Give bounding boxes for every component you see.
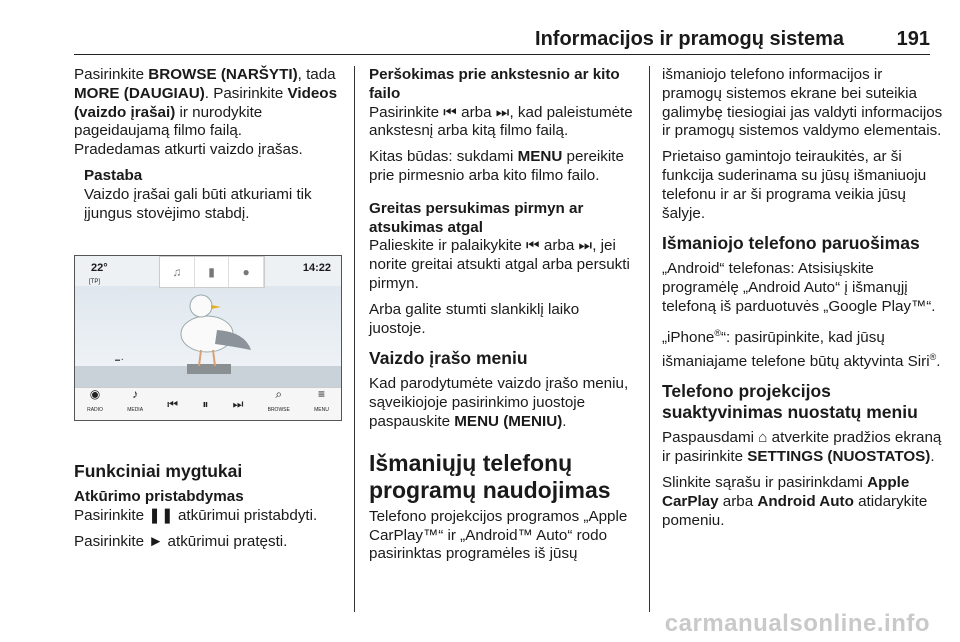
skip-back-icon: ⏮ (526, 237, 540, 255)
paragraph: Telefono projekcijos programos „Apple CarPlay™“ ir „Android™ Auto“ rodo pasirinktas programėles iš jūsų (369, 507, 628, 563)
tp-indicator: [TP] (89, 279, 101, 286)
phone-tile-icon[interactable]: ▮ (195, 257, 230, 287)
time-slider[interactable]: ▬ ▪ (115, 357, 124, 364)
infotainment-screenshot (74, 255, 342, 421)
note-box (84, 167, 340, 223)
paragraph: išmaniojo telefono informacijos ir pramogų sistemos ekrane bei suteikia galimybę tiesiogiai jas valdyti informacijos ir pramogų sistemos valdymo elementais. (662, 66, 943, 140)
next-button[interactable] (233, 398, 244, 411)
clock: 14:22 (302, 262, 331, 275)
paragraph: Palieskite ir palaikykite ⏮ arba ⏭, jei norite greitai atsukti atgal arba persukti pirmyn. (369, 237, 630, 292)
globe-tile-icon[interactable]: ● (229, 257, 264, 287)
app-tiles (159, 256, 265, 288)
paragraph: Kad parodytumėte vaizdo įrašo meniu, sąveikiojoje pasirinkimo juostoje paspauskite MENU (MENIU). (369, 375, 629, 430)
section-heading: Vaizdo įrašo meniu (369, 348, 528, 369)
paragraph: Pradedamas atkurti vaizdo įrašas. (74, 141, 303, 159)
paragraph: Kitas būdas: sukdami MENU pereikite prie pirmesnio arba kito filmo failo. (369, 148, 624, 184)
menu-icon: ≡ (317, 387, 325, 402)
pause-icon: ❚❚ (148, 507, 174, 525)
page-header (74, 26, 930, 55)
skip-back-icon: ⏮ (443, 103, 457, 121)
section-heading: Išmaniojo telefono paruošimas (662, 233, 920, 254)
column-2 (369, 66, 637, 571)
pause-button[interactable] (202, 398, 208, 411)
paragraph: Paspausdami ⌂ atverkite pradžios ekraną ir pasirinkite SETTINGS (NUOSTATOS). (662, 429, 942, 466)
seagull-image (75, 286, 341, 388)
radio-icon: ◉ (89, 387, 101, 402)
column-1 (74, 66, 340, 559)
subsection-heading: Peršokimas prie ankstesnio ar kito failo (369, 66, 620, 102)
media-button[interactable]: ♪ MEDIA (127, 387, 144, 414)
play-icon: ► (148, 532, 164, 550)
paragraph: Arba galite stumti slankiklį laiko juostoje. (369, 300, 580, 337)
paragraph: Pasirinkite ► atkūrimui pratęsti. (74, 532, 288, 550)
chapter-heading: Išmaniųjų telefonų programų naudojimas (369, 449, 611, 503)
paragraph: Pasirinkite ❚❚ atkūrimui pristabdyti. (74, 507, 318, 525)
paragraph: Slinkite sąrašu ir pasirinkdami Apple CarPlay arba Android Auto atidarykite pomeniu. (662, 474, 928, 529)
paragraph: „iPhone®“: pasirūpinkite, kad jūsų išmaniajame telefone būtų aktyvinta Siri®. (662, 327, 941, 370)
radio-button[interactable]: ◉ RADIO (87, 387, 103, 414)
paragraph: Pasirinkite BROWSE (NARŠYTI), tada MORE (DAUGIAU). Pasirinkite Videos (vaizdo įrašai) ir nurodykite pageidaujamą filmo failą. (74, 66, 338, 140)
watermark: carmanualsonline.info (664, 610, 930, 637)
subsection-heading: Atkūrimo pristabdymas (74, 488, 244, 506)
pause-icon: ⏸ (202, 396, 209, 411)
skip-forward-icon: ⏭ (578, 237, 593, 255)
skip-back-icon: ⏮ (167, 396, 179, 411)
page-number: 191 (896, 28, 930, 50)
skip-forward-icon: ⏭ (232, 396, 244, 411)
music-note-icon: ♪ (132, 387, 139, 402)
music-tile-icon[interactable]: ♫ (160, 257, 195, 287)
skip-forward-icon: ⏭ (495, 103, 510, 121)
video-frame (75, 286, 341, 388)
note-text: Vaizdo įrašai gali būti atkuriami tik įjungus stovėjimo stabdį. (84, 185, 312, 222)
column-divider (354, 66, 355, 612)
note-title: Pastaba (84, 166, 143, 184)
previous-button[interactable] (167, 398, 178, 411)
home-icon: ⌂ (758, 429, 768, 447)
column-3 (662, 66, 944, 537)
section-heading: Telefono projekcijos suaktyvinimas nuostatų meniu (662, 381, 918, 423)
column-divider (649, 66, 650, 612)
temperature: 22° (91, 262, 108, 275)
paragraph: Pasirinkite ⏮ arba ⏭, kad paleistumėte ankstesnį arba kitą filmo failą. (369, 103, 633, 140)
menu-button[interactable]: ≡ MENU (314, 387, 329, 414)
browse-button[interactable]: ⌕ BROWSE (267, 387, 290, 414)
control-bar (75, 387, 341, 420)
search-icon: ⌕ (275, 387, 283, 402)
page-title: Informacijos ir pramogų sistema (535, 28, 844, 50)
paragraph: Prietaiso gamintojo teiraukitės, ar ši funkcija suderinama su jūsų išmaniuoju telefonu ir ar ši programa veikia jūsų šalyje. (662, 148, 927, 222)
subsection-heading: Greitas persukimas pirmyn ar atsukimas atgal (369, 199, 584, 236)
paragraph: „Android“ telefonas: Atsisiųskite programėlę „Android Auto“ į išmanųjį telefoną iš parduotuvės „Google Play™“. (662, 260, 936, 315)
section-heading: Funkciniai mygtukai (74, 461, 243, 482)
